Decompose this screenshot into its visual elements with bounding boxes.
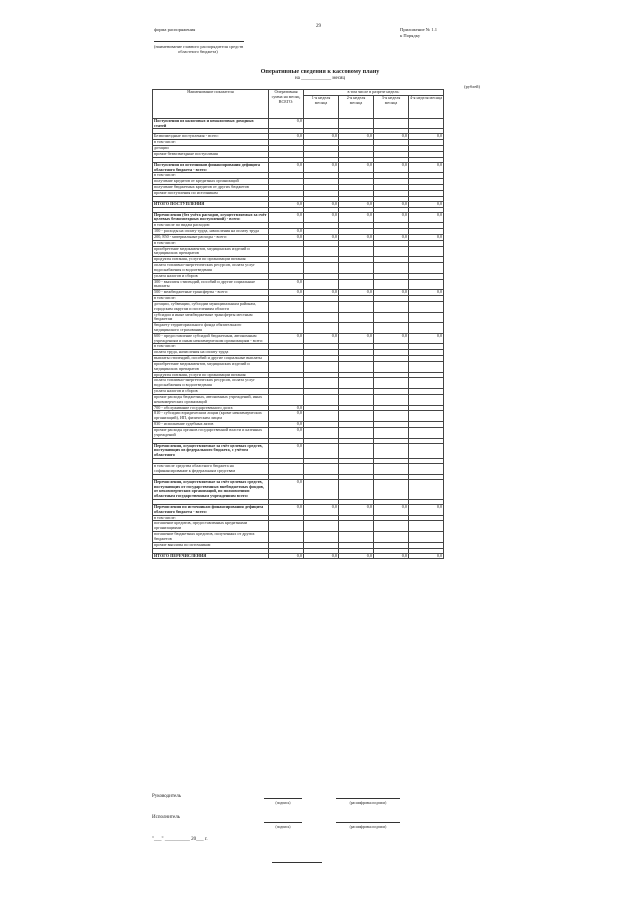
row-value-total [269,521,304,532]
table-row [153,394,444,405]
row-label: в том числе: [153,240,269,246]
row-value-week-4 [409,411,444,422]
row-value-week-1 [304,411,339,422]
row-value-total: 0,0 [269,229,304,235]
row-value-week-2 [339,323,374,334]
row-label: Перечисления, осуществляемые за счёт целевых средств, поступающих из федерального бюджета, с учётом областного [153,443,269,458]
row-label: Перечисления (без учёта расходов, осуществляемых за счёт целевых безвозмездных поступлений) - всего: [154,212,267,222]
row-value-week-4: 0,0 [409,553,444,559]
row-label: оплата труда, начисления на оплату труда [153,350,269,356]
row-value-week-3 [374,118,409,129]
row-value-week-3: 0,0 [374,162,409,173]
row-value-total: 0,0 [269,212,304,223]
row-value-total: 0,0 [269,279,304,290]
row-value-week-3 [374,323,409,334]
row-label: прочие поступления по источникам [153,190,269,196]
head-name-line [336,798,400,799]
row-label: в том числе средства областного бюджета на софинансирование к федеральным средствам [153,464,269,475]
row-value-week-4 [409,323,444,334]
row-value-total [269,464,304,475]
row-value-week-2 [339,361,374,372]
row-value-total [269,378,304,389]
table-row [153,443,444,458]
row-value-week-3: 0,0 [374,234,409,240]
row-value-total [269,312,304,323]
row-label: 810 - субсидии юридическим лицам (кроме некоммерческих организаций), ИП, физическим лицам [153,411,269,422]
row-value-total [269,394,304,405]
row-value-total [269,532,304,543]
cash-plan-table [152,89,444,559]
row-value-total: 0,0 [269,405,304,411]
row-value-week-2: 0,0 [339,290,374,296]
table-row [153,301,444,312]
footer-line [272,862,322,863]
appendix-line-2: к Порядку [400,32,421,38]
row-value-week-3 [374,378,409,389]
row-value-week-4 [409,118,444,129]
row-value-total: 0,0 [269,201,304,207]
row-label: в том числе: [153,296,269,302]
row-value-week-1 [304,361,339,372]
row-value-week-1 [304,312,339,323]
row-value-week-1 [304,479,339,499]
row-value-total: 0,0 [269,422,304,428]
executor-signature-caption: (подпись) [275,825,291,829]
table-row [153,246,444,257]
row-label: прочие расходы органов государственной власти и казенных учреждений [153,427,269,438]
row-label: Перечисления по источникам финансирования дефицита областного бюджета - всего: [153,505,269,516]
row-label: 500 - межбюджетные трансферты - всего: [153,290,269,296]
row-label: в том числе: [153,344,269,350]
row-value-week-2 [339,118,374,129]
table-row [153,532,444,543]
row-label: в том числе по видам расходов: [153,223,269,229]
row-value-week-3 [374,361,409,372]
row-label: 830 - исполнение судебных актов [153,422,269,428]
row-value-week-2: 0,0 [339,201,374,207]
row-value-week-2 [339,532,374,543]
row-value-total: 0,0 [269,505,304,516]
entity-line [154,41,244,42]
row-value-week-4 [409,464,444,475]
row-value-total: 0,0 [269,479,304,499]
row-label: прочие расходы бюджетных, автономных учреждений, иных некоммерческих организаций [153,394,269,405]
row-value-week-4 [409,279,444,290]
row-value-total: 0,0 [269,118,304,129]
row-label: выплаты стипендий, пособий и другие социальные выплаты [153,356,269,362]
row-value-week-4 [409,479,444,499]
row-value-week-1 [304,323,339,334]
header-weeks-group: в том числе в разрезе недель: [304,90,444,96]
table-row [153,323,444,334]
row-value-week-1: 0,0 [304,553,339,559]
row-label: приобретение медикаментов, медицинских изделий и медицинских препаратов [153,246,269,257]
row-value-week-1 [304,427,339,438]
row-value-week-2 [339,378,374,389]
row-value-total: 0,0 [269,553,304,559]
row-label: ИТОГО ПОСТУПЛЕНИЯ [153,201,269,207]
table-row [153,361,444,372]
row-value-week-1: 0,0 [304,333,339,344]
row-value-week-3: 0,0 [374,505,409,516]
row-value-week-2 [339,246,374,257]
row-value-week-3: 0,0 [374,212,409,223]
row-value-week-3 [374,263,409,274]
row-value-week-1: 0,0 [304,234,339,240]
row-value-week-2 [339,394,374,405]
row-value-week-3: 0,0 [374,553,409,559]
row-label: уплата налогов и сборов [153,273,269,279]
row-value-week-3 [374,394,409,405]
row-value-week-1 [304,443,339,458]
row-value-week-3: 0,0 [374,134,409,140]
row-value-total: 0,0 [269,411,304,422]
row-value-week-3 [374,301,409,312]
row-value-week-2: 0,0 [339,234,374,240]
form-label: форма распоряжения [154,27,196,32]
row-value-total [269,246,304,257]
head-label: Руководитель [152,794,182,799]
row-value-week-3 [374,411,409,422]
row-value-week-4: 0,0 [409,134,444,140]
row-label: дотации, субвенции, субсидии муниципальным районам, городским округам и поселениям области [153,301,269,312]
header-week-4: 4-я неделя месяца [409,95,444,118]
row-label: 600 - предоставление субсидий бюджетным, автономным учреждениям и иным некоммерческим организациям - всего: [153,333,269,344]
table-row [153,279,444,290]
row-value-week-3 [374,521,409,532]
row-label: субсидии и иные межбюджетные трансферты местным бюджетам [153,312,269,323]
row-value-week-4 [409,394,444,405]
table-row [153,212,444,223]
row-value-week-3 [374,464,409,475]
row-value-week-2: 0,0 [339,212,374,223]
row-value-total: 0,0 [269,443,304,458]
row-label: оплата топливно-энергетических ресурсов, оплата услуг водоснабжения и водоотведения [153,263,269,274]
head-signature-caption: (подпись) [275,801,291,805]
row-value-week-1: 0,0 [304,134,339,140]
row-value-total: 0,0 [269,134,304,140]
row-value-week-4 [409,301,444,312]
appendix-line-1: Приложение № 1.1 [400,27,438,32]
row-value-week-1 [304,521,339,532]
executor-signature-line [264,822,302,823]
table-row [153,263,444,274]
row-label: в том числе: [153,140,269,146]
row-value-total: 0,0 [269,333,304,344]
row-value-week-2: 0,0 [339,505,374,516]
row-value-week-3 [374,427,409,438]
row-value-week-1 [304,263,339,274]
row-value-week-4 [409,521,444,532]
row-value-week-4 [409,532,444,543]
header-week-3: 3-я неделя месяца [374,95,409,118]
row-label: погашение кредитов, предоставленных кредитными организациями [153,521,269,532]
row-value-week-1 [304,246,339,257]
header-name: Наименование показателя [153,90,269,119]
table-row [153,464,444,475]
row-value-week-2 [339,443,374,458]
entity-caption-line-1: (наименование главного распорядителя средств [154,44,244,49]
row-value-week-1: 0,0 [304,212,339,223]
row-value-week-2 [339,301,374,312]
row-label: Поступления из источников финансирования дефицита областного бюджета - всего: [153,162,269,173]
table-row [153,118,444,129]
head-name-caption: (расшифровка подписи) [349,801,387,805]
row-label: продукты питания, услуги по организации питания [153,257,269,263]
table-row [153,505,444,516]
executor-name-caption: (расшифровка подписи) [349,825,387,829]
row-value-week-1: 0,0 [304,201,339,207]
row-value-week-1 [304,464,339,475]
row-value-week-2: 0,0 [339,134,374,140]
row-label: бюджету территориального фонда обязательного медицинского страхования [153,323,269,334]
table-row [153,479,444,499]
row-value-week-2 [339,279,374,290]
unit-label: (рублей) [464,84,480,89]
row-label: ИТОГО ПЕРЕЧИСЛЕНИЯ [153,553,269,559]
row-value-week-3: 0,0 [374,201,409,207]
row-value-total [269,263,304,274]
row-value-week-4 [409,312,444,323]
executor-label: Исполнитель [152,815,180,820]
row-value-week-4 [409,443,444,458]
row-value-week-1 [304,118,339,129]
document-title: Оперативные сведения к кассовому плану [260,68,380,75]
row-label: прочие безвозмездные поступления [153,151,269,157]
header-week-1: 1-я неделя месяца [304,95,339,118]
row-value-week-4 [409,427,444,438]
row-label: дотации [153,146,269,152]
row-label: 300 - выплаты стипендий, пособий и другие социальные выплаты [153,279,269,290]
row-label: в том числе: [153,515,269,521]
entity-caption [154,44,264,55]
row-value-week-2 [339,464,374,475]
row-label: Безвозмездные поступления - всего: [153,134,269,140]
row-value-week-2 [339,312,374,323]
table-row [153,521,444,532]
row-value-week-3 [374,312,409,323]
row-value-week-2 [339,427,374,438]
row-value-week-4 [409,378,444,389]
row-value-total [269,323,304,334]
page-number: 29 [316,24,321,29]
table-row [153,427,444,438]
row-value-week-3 [374,279,409,290]
row-label: уплата налогов и сборов [153,389,269,395]
row-value-week-4: 0,0 [409,212,444,223]
row-value-week-4: 0,0 [409,201,444,207]
row-value-total: 0,0 [269,162,304,173]
row-value-week-4 [409,263,444,274]
table-body [153,118,444,559]
row-value-week-3 [374,443,409,458]
appendix-label [400,27,480,38]
row-value-week-1 [304,279,339,290]
row-value-week-1 [304,378,339,389]
row-value-week-1 [304,532,339,543]
executor-name-line [336,822,400,823]
header-week-2: 2-я неделя месяца [339,95,374,118]
head-signature-line [264,798,302,799]
table-row [153,162,444,173]
row-value-total: 0,0 [269,234,304,240]
row-value-week-4 [409,246,444,257]
row-value-week-2 [339,521,374,532]
header-plan: Оперативная сумма на месяц, ВСЕГО: [269,90,304,119]
row-value-week-2 [339,479,374,499]
row-value-week-4: 0,0 [409,290,444,296]
row-label: 100 - расходы на оплату труда, начисления на оплату труда [153,229,269,235]
table-row [153,312,444,323]
row-label: получение кредитов от кредитных организаций [153,179,269,185]
row-label: оплата топливно-энергетических ресурсов, оплата услуг водоснабжения и водоотведения [153,378,269,389]
table-row [153,553,444,559]
row-value-week-1 [304,301,339,312]
date-line: "___" __________ 20___ г. [152,837,208,842]
row-value-week-4: 0,0 [409,333,444,344]
row-value-week-3 [374,246,409,257]
row-label: погашение бюджетных кредитов, полученных от других бюджетов [153,532,269,543]
row-label: Поступления из налоговых и неналоговых доходных статей [153,118,269,129]
row-value-week-4 [409,361,444,372]
table-row [153,411,444,422]
table-row [153,378,444,389]
document-subtitle: на ____________ месяц [294,76,346,81]
row-value-week-2: 0,0 [339,162,374,173]
row-value-total: 0,0 [269,290,304,296]
row-value-week-2: 0,0 [339,333,374,344]
row-value-week-2 [339,263,374,274]
row-value-week-2: 0,0 [339,553,374,559]
row-label: продукты питания, услуги по организации питания [153,372,269,378]
row-label: 200, 850 - материальные расходы - всего: [153,234,269,240]
row-label: Перечисления, осуществляемые за счёт целевых средств, поступающих от государственных внебюджетных фондов, от некоммерческих организаций, по полномочиям областным государственным учреждениям всего: [153,479,269,499]
row-value-week-3: 0,0 [374,333,409,344]
entity-caption-line-2: областного бюджета) [178,49,218,55]
row-value-week-3: 0,0 [374,290,409,296]
row-label: приобретение медикаментов, медицинских изделий и медицинских препаратов [153,361,269,372]
row-label: получение бюджетных кредитов от других бюджетов [153,185,269,191]
row-label: прочие выплаты по источникам [153,542,269,548]
row-value-week-4: 0,0 [409,234,444,240]
row-value-week-1 [304,394,339,405]
row-label: 700 - обслуживание государственного долга [153,405,269,411]
row-value-week-4: 0,0 [409,505,444,516]
row-value-week-2 [339,411,374,422]
row-value-week-1: 0,0 [304,162,339,173]
row-value-week-1: 0,0 [304,505,339,516]
row-label: в том числе: [153,173,269,179]
row-value-total [269,361,304,372]
row-value-total [269,301,304,312]
row-value-week-3 [374,479,409,499]
row-value-total: 0,0 [269,427,304,438]
row-value-week-1: 0,0 [304,290,339,296]
table-row [153,333,444,344]
row-value-week-4: 0,0 [409,162,444,173]
row-value-week-3 [374,532,409,543]
